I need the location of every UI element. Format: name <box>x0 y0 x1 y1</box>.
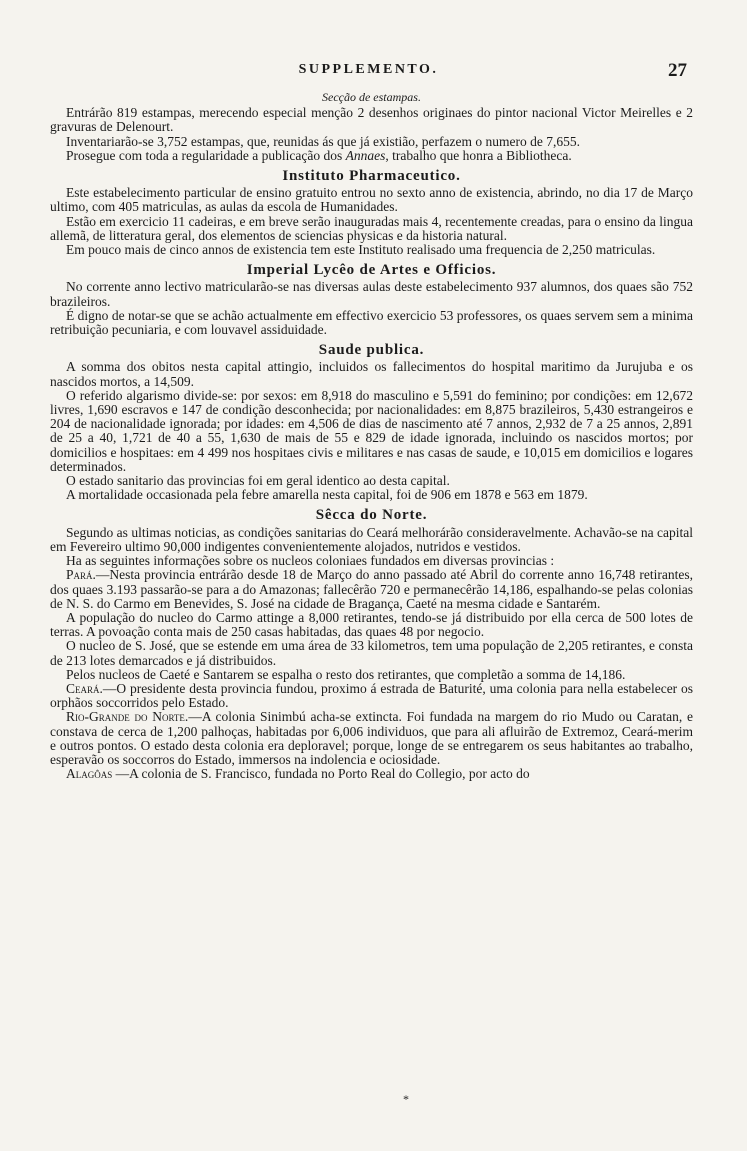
section-heading-saude: Saude publica. <box>318 342 425 359</box>
paragraph-ceara <box>50 682 693 710</box>
paragraph-para <box>50 568 693 611</box>
emphasis-annaes: Annaes <box>345 147 386 163</box>
province-label-rio-grande: Rio-Grande do Norte. <box>66 709 189 725</box>
text-run: —Nesta provincia entrárão desde 18 de Março do anno passado até Abril do corrente anno 16,748 retirantes, dos quaes 3.193 passarão-se para a do Amazonas; fallecêrão 720 e permanecêrão 14,186, espalhando-se pelas colonias de N. S. do Carmo em Benevides, S. José na cidade de Bragança, Caeté na mesma cidade e Santarém. <box>50 567 693 611</box>
paragraph: Ha as seguintes informações sobre os nucleos coloniaes fundados em diversas provincias : <box>66 553 555 569</box>
section-subtitle-estampas: Secção de estampas. <box>322 90 421 104</box>
running-header <box>50 62 687 82</box>
paragraph: Este estabelecimento particular de ensino gratuito entrou no sexto anno de existencia, abrindo, no dia 17 de Março ultimo, com 405 matriculas, as aulas da escola de Humanidades. <box>50 185 693 215</box>
section-lyceo <box>50 263 693 337</box>
text-run: , trabalho que honra a Bibliotheca. <box>385 147 572 163</box>
text-run: —A colonia de S. Francisco, fundada no Porto Real do Collegio, por acto do <box>112 766 530 782</box>
section-heading-instituto: Instituto Pharmaceutico. <box>282 168 461 185</box>
paragraph: Inventariarão-se 3,752 estampas, que, reunidas ás que já existião, perfazem o numero de 7,655. <box>66 133 580 149</box>
text-run: Prosegue com toda a regularidade a publicação dos <box>66 147 346 163</box>
paragraph: Pelos nucleos de Caeté e Santarem se espalha o resto dos retirantes, que completão a somma de 14,186. <box>66 666 626 682</box>
page-body <box>50 90 693 781</box>
section-instituto-pharmaceutico <box>50 169 693 257</box>
paragraph: A população do nucleo do Carmo attinge a 8,000 retirantes, tendo-se já distribuido por ella cerca de 500 lotes de terras. A povoação conta mais de 250 casas habitadas, das quaes 48 por negocio. <box>50 609 693 640</box>
paragraph: O estado sanitario das provincias foi em geral identico ao desta capital. <box>66 473 450 489</box>
page-number: 27 <box>668 60 687 81</box>
paragraph-rio-grande-do-norte <box>50 710 693 767</box>
section-heading-lyceo: Imperial Lycêo de Artes e Officios. <box>246 262 497 279</box>
paragraph <box>50 149 693 163</box>
paragraph: É digno de notar-se que se achão actualmente em effectivo exercicio 53 professores, os quaes servem sem a minima retribuição pecuniaria, e com louvavel assiduidade. <box>50 307 693 338</box>
section-saude-publica <box>50 343 693 502</box>
paragraph: Em pouco mais de cinco annos de existencia tem este Instituto realisado uma frequencia de 2,250 matriculas. <box>66 242 656 258</box>
section-secca-do-norte <box>50 508 693 781</box>
paragraph: O nucleo de S. José, que se estende em uma área de 33 kilometros, tem uma população de 2,205 retirantes, e consta de 213 lotes demarcados e já distribuidos. <box>50 638 693 668</box>
paragraph: Entrárão 819 estampas, merecendo especial menção 2 desenhos originaes do pintor nacional Victor Meirelles e 2 gravuras de Delenourt. <box>50 105 693 135</box>
paragraph-alagoas <box>50 767 693 781</box>
paragraph: Estão em exercicio 11 cadeiras, e em breve serão inauguradas mais 4, recentemente creadas, para o ensino da lingua allemã, de litteratura geral, dos elementos de sciencias physicas e da historia natural. <box>50 213 693 243</box>
running-title: SUPPLEMENTO. <box>298 62 439 77</box>
paragraph: Segundo as ultimas noticias, as condições sanitarias do Ceará melhorárão consideravelmente. Achavão-se na capital em Fevereiro ultimo 90,000 indigentes convenientemente alojados, nutridos e vestidos. <box>50 524 693 554</box>
province-label-alagoas: Alagôas <box>66 766 113 782</box>
section-heading-secca: Sêcca do Norte. <box>315 507 428 524</box>
province-label-ceara: Ceará. <box>66 680 103 696</box>
paragraph: A somma dos obitos nesta capital attingio, incluidos os fallecimentos do hospital maritimo da Jurujuba e os nascidos mortos, a 14,509. <box>50 359 693 389</box>
paragraph: A mortalidade occasionada pela febre amarella nesta capital, foi de 906 em 1878 e 563 em 1879. <box>66 487 588 503</box>
text-run: —O presidente desta provincia fundou, proximo á estrada de Baturité, uma colonia para nella estabelecer os orphãos soccorridos pelo Estado. <box>50 680 693 711</box>
paragraph: O referido algarismo divide-se: por sexos: em 8,918 do masculino e 5,591 do feminino; por condições: em 12,672 livres, 1,690 escravos e 147 de condição desconhecida; por nacionalidades: em 8,875 brazileiros, 5,430 estrangeiros e 204 de nacionalidade ignorada; por idades: em 4,506 de dias de nascimento até 7 annos, 2,932 de 7 a 25 annos, 2,891 de 25 a 40, 1,721 de 40 a 55, 1,630 de mais de 55 e 829 de idade ignorada, incluindo os nascidos mortos; por domicilios e hospitaes: em 4 499 nos hospitaes civis e militares e nas casas de saude, e 10,015 em domicilios e logares determinados. <box>50 387 693 474</box>
signature-mark: * <box>403 1092 409 1106</box>
province-label-para: Pará. <box>66 567 96 583</box>
paragraph: No corrente anno lectivo matricularão-se nas diversas aulas deste estabelecimento 937 alumnos, dos quaes são 752 brazileiros. <box>50 279 693 309</box>
text-run: —A colonia Sinimbú acha-se extincta. Foi fundada na margem do rio Mudo ou Caratan, e constava de cerca de 1,200 palhoças, habitadas por 6,006 individuos, que para ali afluirão de Extremoz, Ceará-merim e outros pontos. O estado desta colonia era deploravel; porque, longe de se entregarem os seus habitantes ao trabalho, esperavão os soccorros do Estado, immersos na indolencia e ociosidade. <box>50 709 694 767</box>
section-estampas <box>50 90 693 163</box>
